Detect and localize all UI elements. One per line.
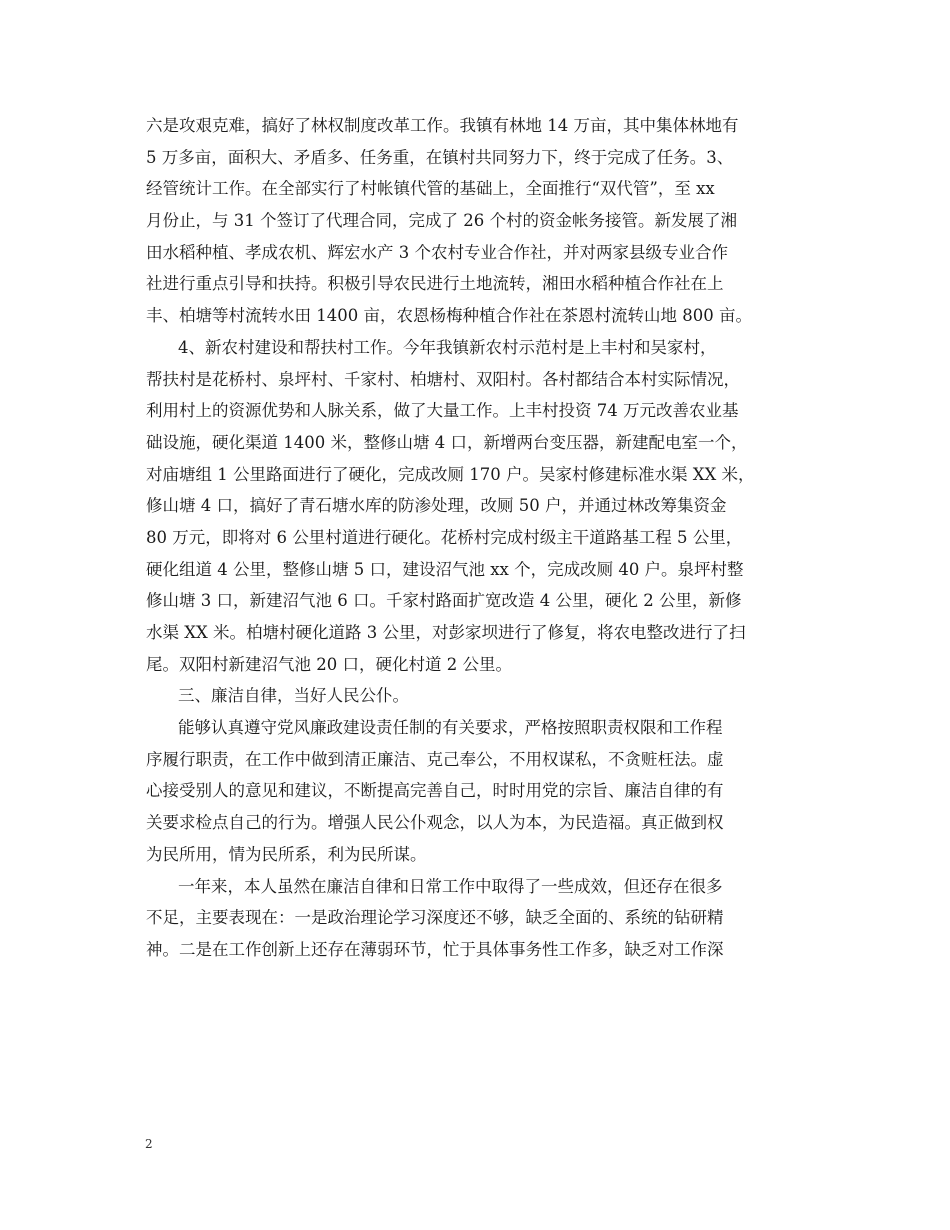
text-line: 经管统计工作。在全部实行了村帐镇代管的基础上，全面推行“双代管”，至 xx (146, 179, 715, 199)
text-line: 80 万元，即将对 6 公里村道进行硬化。花桥村完成村级主干道路基工程 5 公里， (146, 527, 743, 547)
text-line: 利用村上的资源优势和人脉关系，做了大量工作。上丰村投资 74 万元改善农业基 (146, 401, 739, 421)
paragraph-start-line: 能够认真遵守党风廉政建设责任制的有关要求，严格按照职责权限和工作程 (178, 718, 723, 738)
text-line: 序履行职责，在工作中做到清正廉洁、克己奉公，不用权谋私，不贪赃枉法。虚 (146, 749, 724, 769)
page-number: 2 (145, 1137, 153, 1151)
text-line: 尾。双阳村新建沼气池 20 口，硬化村道 2 公里。 (146, 654, 512, 674)
text-line: 月份止，与 31 个签订了代理合同，完成了 26 个村的资金帐务接管。新发展了湘 (146, 211, 737, 231)
text-line: 水渠 XX 米。柏塘村硬化道路 3 公里，对彭家坝进行了修复，将农电整改进行了扫 (146, 623, 746, 642)
text-line: 修山塘 4 口，搞好了青石塘水库的防渗处理，改厕 50 户，并通过林改筹集资金 (146, 496, 727, 516)
text-line: 修山塘 3 口，新建沼气池 6 口。千家村路面扩宽改造 4 公里，硬化 2 公里，新修 (146, 591, 742, 611)
text-line: 社进行重点引导和扶持。积极引导农民进行土地流转，湘田水稻种植合作社在上 (146, 274, 724, 294)
body-text (146, 110, 806, 966)
text-line: 对庙塘组 1 公里路面进行了硬化，完成改厕 170 户。吴家村修建标准水渠 XX 米， (146, 464, 755, 484)
section-heading: 三、廉洁自律，当好人民公仆。 (178, 686, 409, 706)
paragraph-start-line: 4、新农村建设和帮扶村工作。今年我镇新农村示范村是上丰村和吴家村， (178, 337, 717, 357)
text-line: 关要求检点自己的行为。增强人民公仆观念，以人为本，为民造福。真正做到权 (146, 813, 724, 833)
text-line: 六是攻艰克难，搞好了林权制度改革工作。我镇有林地 14 万亩，其中集体林地有 (146, 116, 739, 135)
text-line: 神。二是在工作创新上还存在薄弱环节，忙于具体事务性工作多，缺乏对工作深 (146, 939, 724, 959)
text-line: 心接受别人的意见和建议，不断提高完善自己，时时用党的宗旨、廉洁自律的有 (146, 781, 724, 801)
text-line: 丰、柏塘等村流转水田 1400 亩，农恩杨梅种植合作社在茶恩村流转山地 800 亩。 (146, 306, 752, 326)
text-line: 础设施，硬化渠道 1400 米，整修山塘 4 口，新增两台变压器，新建配电室一个， (146, 432, 748, 452)
text-line: 硬化组道 4 公里，整修山塘 5 口，建设沼气池 xx 个，完成改厕 40 户。泉坪村整 (146, 559, 744, 579)
text-line: 5 万多亩，面积大、矛盾多、任务重，在镇村共同努力下，终于完成了任务。3、 (146, 147, 734, 167)
text-line: 为民所用，情为民所系，利为民所谋。 (146, 844, 427, 864)
text-line: 不足，主要表现在：一是政治理论学习深度还不够，缺乏全面的、系统的钻研精 (146, 908, 724, 928)
paragraph-start-line: 一年来，本人虽然在廉洁自律和日常工作中取得了一些成效，但还存在很多 (178, 876, 723, 896)
text-line: 帮扶村是花桥村、泉坪村、千家村、柏塘村、双阳村。各村都结合本村实际情况， (146, 369, 740, 389)
text-line: 田水稻种植、孝成农机、辉宏水产 3 个农村专业合作社，并对两家县级专业合作 (146, 242, 728, 262)
